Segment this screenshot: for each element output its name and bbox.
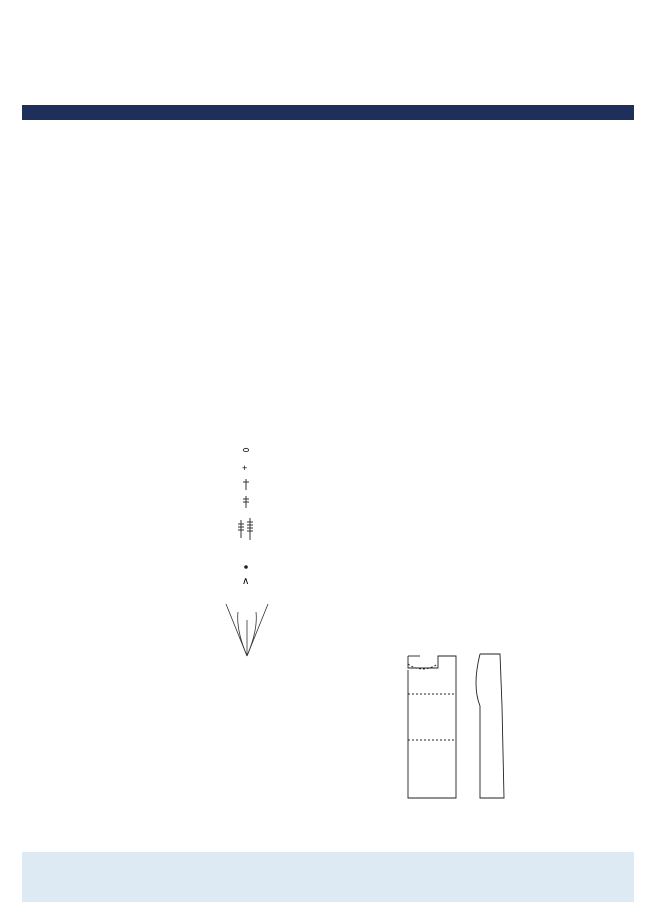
tip-box	[22, 852, 634, 902]
sizes-band	[22, 105, 634, 120]
garment-schematic	[384, 636, 534, 826]
ring-symbol	[232, 666, 266, 700]
fan-symbol	[224, 600, 270, 660]
crochet-chart	[20, 430, 225, 840]
svg-text:+: +	[242, 463, 248, 473]
svg-text:∧: ∧	[242, 576, 250, 587]
